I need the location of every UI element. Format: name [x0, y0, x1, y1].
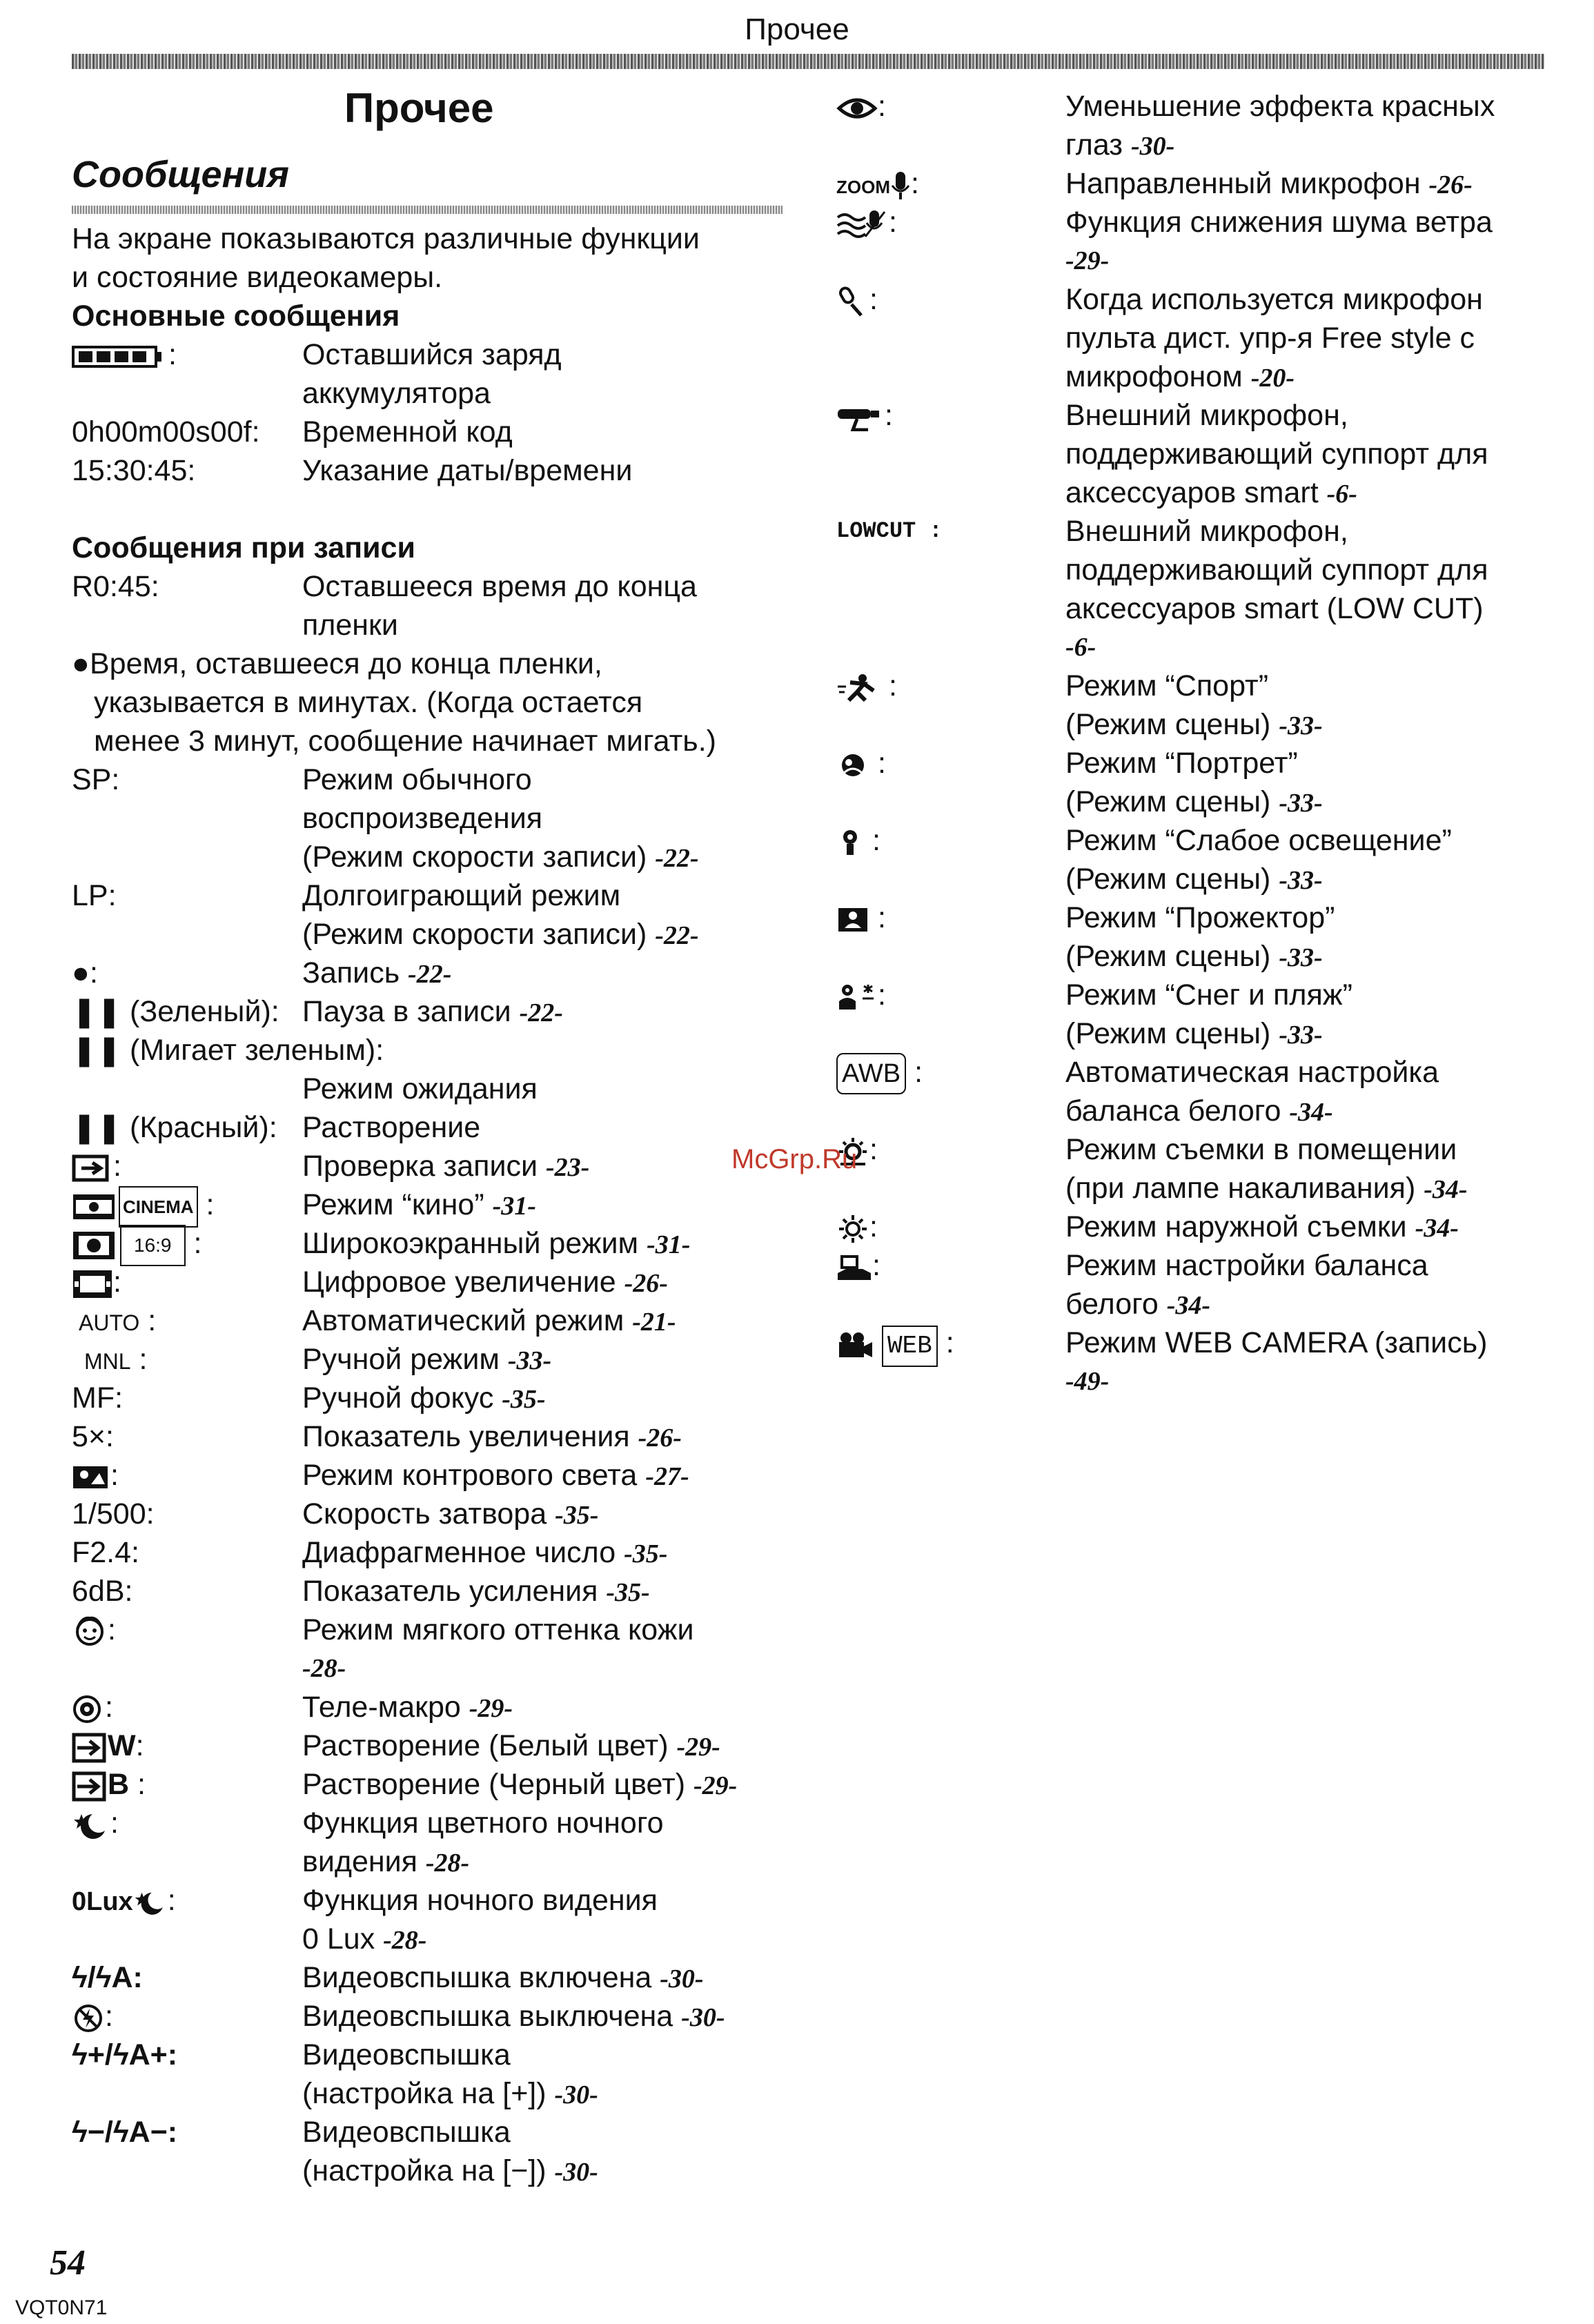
intro-line-1: На экране показываются различные функции [72, 222, 700, 255]
indoor-label-2: (при лампе накаливания) [1065, 1172, 1416, 1205]
mf-label: Ручной фокус [302, 1381, 494, 1415]
night-color-label-2: видения [302, 1845, 417, 1878]
sport-ref: -33- [1279, 711, 1323, 740]
outdoor-ref: -34- [1415, 1214, 1459, 1243]
remain-label-2: пленки [302, 609, 398, 642]
flash-on-key: ϟ/ϟA: [72, 1961, 143, 1994]
mf-key: MF: [72, 1381, 124, 1415]
fade-black-ref: -29- [693, 1771, 738, 1800]
backlight-ref: -27- [645, 1462, 689, 1491]
snow-ref: -33- [1279, 1021, 1323, 1050]
record-messages-heading: Сообщения при записи [72, 531, 415, 564]
wide-label: Широкоэкранный режим [302, 1227, 639, 1260]
shutter-label: Скорость затвора [302, 1497, 547, 1530]
flash-minus-ref: -30- [554, 2158, 598, 2187]
fade-black-key: B [108, 1768, 130, 1801]
flash-plus-label-2: (настройка на [+]) [302, 2077, 547, 2110]
remain-label-1: Оставшееся время до конца [302, 570, 697, 603]
spotlight-label-1: Режим “Прожектор” [1065, 901, 1335, 934]
redeye-ref: -30- [1130, 132, 1175, 161]
fade-white-label: Растворение (Белый цвет) [302, 1729, 669, 1762]
indoor-ref: -34- [1424, 1175, 1468, 1204]
flash-plus-ref: -30- [554, 2080, 598, 2109]
auto-key: AUTO [79, 1310, 140, 1335]
shutter-ref: -35- [555, 1501, 599, 1530]
check-ref: -23- [545, 1153, 590, 1182]
gain-ref: -35- [606, 1578, 650, 1607]
aperture-key: F2.4: [72, 1536, 139, 1569]
shutter-key: 1/500: [72, 1497, 155, 1530]
ext-mic-label-1: Внешний микрофон, [1065, 399, 1348, 432]
mnl-ref: -33- [507, 1346, 552, 1375]
zoom5-ref: -26- [638, 1424, 682, 1452]
sun-icon: : [836, 1208, 878, 1246]
lowcut-label-1: Внешний микрофон, [1065, 515, 1348, 548]
timecode-key: 0h00m00s00f: [72, 415, 260, 449]
snow-label-1: Режим “Снег и пляж” [1065, 978, 1352, 1012]
ext-mic-label-2: поддерживающий суппорт для [1065, 437, 1488, 471]
note-line-1: ●Время, оставшееся до конца пленки, [72, 647, 602, 680]
gain-key: 6dB: [72, 1575, 133, 1608]
night-0lux-label-1: Функция ночного видения [302, 1884, 658, 1917]
page-title: Прочее [344, 85, 494, 131]
portrait-label-2: (Режим сцены) [1065, 785, 1271, 818]
sp-label-3: (Режим скорости записи) [302, 840, 647, 874]
pause-blink-key: ❚❚ (Мигает зеленым): [72, 1034, 384, 1067]
night-color-ref: -28- [425, 1849, 470, 1878]
sp-ref: -22- [655, 844, 699, 873]
remote-mic-label-1: Когда используется микрофон [1065, 283, 1483, 316]
cinema-label: Режим “кино” [302, 1188, 484, 1221]
portrait-icon: : [836, 744, 886, 782]
fade-black-label: Растворение (Черный цвет) [302, 1768, 686, 1801]
rec-dot-icon: ●: [72, 956, 98, 989]
camera-icon [836, 1331, 874, 1359]
awb-label-1: Автоматическая настройка [1065, 1056, 1439, 1089]
snow-beach-icon: : [836, 976, 886, 1014]
web-ref: -49- [1065, 1367, 1110, 1396]
flash-on-ref: -30- [660, 1964, 704, 1993]
night-color-icon: : [72, 1804, 119, 1842]
remote-mic-ref: -20- [1250, 364, 1295, 393]
portrait-label-1: Режим “Портрет” [1065, 747, 1298, 780]
fade-white-icon: W: [72, 1726, 144, 1765]
wind-label: Функция снижения шума ветра [1065, 206, 1493, 239]
section-title: Сообщения [72, 154, 289, 195]
awb-ref: -34- [1289, 1098, 1333, 1127]
wb-set-icon: : [836, 1246, 880, 1285]
lp-ref: -22- [655, 921, 699, 950]
pause-red-key: ❚❚ (Красный): [72, 1111, 277, 1144]
sp-label-2: воспроизведения [302, 802, 543, 835]
backlight-icon: : [72, 1456, 119, 1495]
wind-noise-icon: : [836, 203, 897, 242]
indoor-label-1: Режим съемки в помещении [1065, 1133, 1457, 1166]
flash-plus-key: ϟ+/ϟA+: [72, 2038, 178, 2071]
wbset-label-1: Режим настройки баланса [1065, 1249, 1428, 1282]
dzoom-ref: -26- [624, 1269, 668, 1298]
rec-ref: -22- [408, 960, 452, 989]
page-header-title: Прочее [745, 12, 849, 46]
sport-label-2: (Режим сцены) [1065, 708, 1271, 741]
external-mic-icon: : [836, 396, 893, 435]
aperture-label: Диафрагменное число [302, 1536, 616, 1569]
document-code: VQT0N71 [15, 2296, 108, 2319]
wide-ref: -31- [647, 1230, 691, 1259]
night-0lux-label-2: 0 Lux [302, 1922, 375, 1956]
night-0lux-key: 0Lux [72, 1887, 133, 1916]
pause-green-label: Пауза в записи [302, 995, 511, 1028]
sp-key: SP: [72, 763, 120, 796]
flash-off-icon: : [72, 1997, 113, 2036]
microphone-icon [890, 170, 911, 201]
fade-black-icon: B : [72, 1765, 146, 1804]
lowcut-ref: -6- [1065, 633, 1096, 662]
battery-label-2: аккумулятора [302, 377, 491, 410]
fade-white-key: W [108, 1729, 136, 1762]
lp-label-1: Долгоиграющий режим [302, 879, 621, 912]
wind-ref: -29- [1065, 246, 1110, 275]
redeye-label-1: Уменьшение эффекта красных [1065, 90, 1495, 123]
zoom5-label: Показатель увеличения [302, 1420, 630, 1453]
flash-on-label: Видеовспышка включена [302, 1961, 652, 1994]
spotlight-label-2: (Режим сцены) [1065, 940, 1271, 973]
flash-minus-label-2: (настройка на [−]) [302, 2154, 547, 2187]
section-divider [72, 206, 783, 214]
soft-label: Режим мягкого оттенка кожи [302, 1613, 694, 1646]
portrait-ref: -33- [1279, 789, 1323, 818]
red-eye-icon: : [836, 87, 886, 126]
auto-label: Автоматический режим [302, 1304, 624, 1337]
zoom-mic-ref: -26- [1428, 170, 1473, 199]
awb-label-2: баланса белого [1065, 1094, 1281, 1127]
ext-mic-ref: -6- [1326, 480, 1357, 509]
lp-key: LP: [72, 879, 117, 912]
remote-mic-icon: : [836, 280, 878, 319]
night-0lux-icon [133, 1887, 168, 1918]
remain-key: R0:45: [72, 570, 159, 603]
auto-ref: -21- [632, 1308, 676, 1337]
lowlight-ref: -33- [1279, 866, 1323, 895]
redeye-label-2: глаз [1065, 128, 1123, 161]
timecode-label: Временной код [302, 415, 513, 449]
backlight-label: Режим контрового света [302, 1459, 638, 1492]
tele-label: Теле-макро [302, 1691, 461, 1724]
rec-label: Запись [302, 956, 400, 989]
note-line-3: менее 3 минут, сообщение начинает мигать.) [94, 725, 716, 758]
sport-icon: : [836, 667, 897, 705]
wide-badge: 16:9 [120, 1225, 186, 1266]
lowlight-label-2: (Режим сцены) [1065, 863, 1271, 896]
low-light-icon: : [836, 821, 880, 860]
lowcut-key: LOWCUT : [836, 518, 943, 544]
tele-macro-icon: : [72, 1688, 113, 1726]
battery-icon: : [72, 335, 177, 374]
digital-zoom-icon: : [72, 1263, 121, 1301]
pause-green-key: ❚❚ (Зеленый): [72, 995, 279, 1028]
lowlight-label-1: Режим “Слабое освещение” [1065, 824, 1452, 857]
flash-off-label: Видеовспышка выключена [302, 2000, 673, 2033]
dzoom-label: Цифровое увеличение [302, 1266, 616, 1299]
wbset-ref: -34- [1166, 1291, 1211, 1320]
sp-label-1: Режим обычного [302, 763, 532, 796]
outdoor-label: Режим наружной съемки [1065, 1210, 1407, 1243]
soft-skin-icon: : [72, 1611, 116, 1649]
check-rec-icon: : [72, 1147, 121, 1185]
tele-ref: -29- [469, 1694, 513, 1723]
lowcut-label-3: аксессуаров smart (LOW CUT) [1065, 592, 1484, 625]
mnl-key: MNL [84, 1349, 131, 1374]
night-0lux-ref: -28- [383, 1926, 427, 1955]
awb-key: AWB [836, 1053, 906, 1094]
datetime-key: 15:30:45: [72, 454, 196, 487]
wbset-label-2: белого [1065, 1288, 1159, 1321]
aperture-ref: -35- [624, 1539, 668, 1568]
pause-red-label: Растворение [302, 1111, 481, 1144]
page-number: 54 [50, 2243, 86, 2283]
lowcut-label-2: поддерживающий суппорт для [1065, 553, 1488, 587]
ext-mic-label-3: аксессуаров smart [1065, 476, 1319, 509]
zoom-mic-label: Направленный микрофон [1065, 167, 1421, 200]
intro-line-2: и состояние видеокамеры. [72, 261, 443, 294]
web-label: Режим WEB CAMERA (запись) [1065, 1326, 1488, 1359]
flash-minus-label-1: Видеовспышка [302, 2116, 511, 2149]
remote-mic-label-2: пульта дист. упр-я Free style с [1065, 322, 1475, 355]
flash-off-ref: -30- [681, 2003, 725, 2032]
watermark: McGrp.Ru [731, 1144, 858, 1174]
snow-label-2: (Режим сцены) [1065, 1017, 1271, 1050]
cinema-badge: CINEMA [119, 1186, 198, 1228]
lp-label-2: (Режим скорости записи) [302, 918, 647, 951]
note-line-2: указывается в минутах. (Когда остается [94, 686, 643, 719]
zoom5-key: 5×: [72, 1420, 114, 1453]
web-key: WEB [882, 1326, 938, 1367]
fade-white-ref: -29- [676, 1733, 720, 1762]
spotlight-icon: : [836, 898, 886, 937]
soft-ref: -28- [302, 1654, 346, 1683]
indoor-lamp-icon: : [836, 1130, 878, 1169]
gain-label: Показатель усиления [302, 1575, 598, 1608]
check-label: Проверка записи [302, 1150, 538, 1183]
mnl-label: Ручной режим [302, 1343, 500, 1376]
wide-icon: 16:9 : [72, 1224, 201, 1266]
zoom-mic-key: ZOOM [836, 177, 890, 197]
remote-mic-label-3: микрофоном [1065, 360, 1243, 393]
basic-messages-heading: Основные сообщения [72, 299, 400, 333]
datetime-label: Указание даты/времени [302, 454, 633, 487]
pause-green-ref: -22- [519, 998, 563, 1027]
header-bar [72, 54, 1544, 69]
night-color-label-1: Функция цветного ночного [302, 1806, 664, 1840]
spotlight-ref: -33- [1279, 943, 1323, 972]
mf-ref: -35- [502, 1385, 546, 1414]
battery-label-1: Оставшийся заряд [302, 338, 562, 371]
cinema-ref: -31- [492, 1192, 536, 1221]
pause-blink-label: Режим ожидания [302, 1072, 538, 1105]
flash-minus-key: ϟ−/ϟA−: [72, 2116, 178, 2149]
flash-plus-label-1: Видеовспышка [302, 2038, 511, 2071]
sport-label-1: Режим “Спорт” [1065, 669, 1269, 702]
cinema-icon: CINEMA : [72, 1185, 214, 1228]
